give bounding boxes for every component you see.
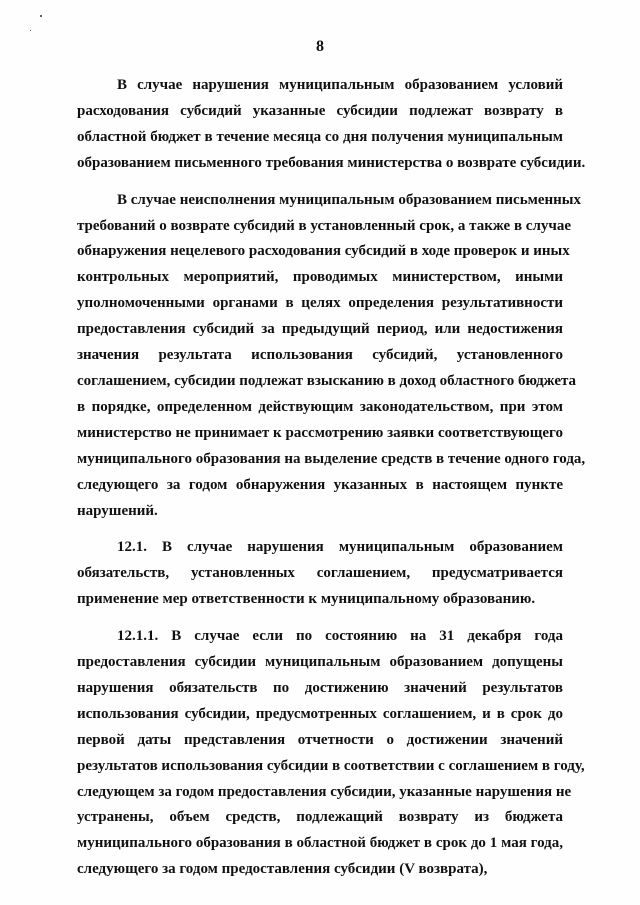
text-line: требований о возврате субсидий в установленный срок, а также в случае [77, 217, 571, 234]
text-line: значения результата использования субсидий, установленного [77, 347, 563, 364]
scan-speck [30, 30, 31, 31]
paragraph [77, 73, 586, 177]
text-line: В случае неисполнения муниципальным образованием письменных [117, 191, 582, 208]
text-line: В случае нарушения муниципальным образованием условий [117, 77, 563, 93]
text-line: обязательств, установленных соглашением, предусматривается [77, 565, 563, 582]
paragraph [77, 188, 586, 525]
text-line: расходования субсидий указанные субсидии подлежат возврату в [77, 102, 563, 119]
text-line: первой даты представления отчетности о достижении значений [77, 731, 563, 748]
page-number: 8 [316, 38, 324, 55]
text-line: предоставления субсидий за предыдущий период, или недостижения [77, 321, 563, 338]
text-line: областной бюджет в течение месяца со дня получения муниципальным [77, 128, 563, 145]
text-line: образованием письменного требования министерства о возврате субсидии. [77, 154, 586, 171]
text-line: нарушения обязательств по достижению значений результатов [77, 679, 563, 696]
text-line: нарушений. [77, 502, 158, 519]
scan-speck [40, 15, 42, 17]
text-line: устранены, объем средств, подлежащий возврату из бюджета [77, 809, 563, 826]
text-line: соглашением, субсидии подлежат взысканию в доход областного бюджета [77, 372, 577, 389]
text-line: уполномоченными органами в целях определения результативности [77, 295, 563, 312]
text-line: в порядке, определенном действующим законодательством, при этом [77, 398, 563, 415]
text-line: следующего за годом предоставления субсидии (V возврата), [77, 861, 488, 878]
text-line: предоставления субсидии муниципальным образованием допущены [77, 654, 563, 671]
text-line: применение мер ответственности к муниципальному образованию. [77, 591, 536, 608]
paragraph [77, 535, 563, 613]
document-body [77, 73, 586, 894]
text-line: муниципального образования на выделение средств в течение одного года, [77, 450, 586, 467]
text-line: министерство не принимает к рассмотрению заявки соответствующего [77, 424, 563, 441]
text-line: 12.1.1. В случае если по состоянию на 31 декабря года [117, 628, 563, 645]
text-line: контрольных мероприятий, проводимых министерством, иными [77, 269, 563, 286]
text-line: использования субсидии, предусмотренных соглашением, и в срок до [77, 705, 563, 722]
text-line: 12.1. В случае нарушения муниципальным образованием [117, 539, 563, 556]
text-line: муниципального образования в областной бюджет в срок до 1 мая года, [77, 835, 563, 852]
text-line: обнаружения нецелевого расходования субсидий в ходе проверок и иных [77, 243, 570, 260]
text-line: результатов использования субсидии в соответствии с соглашением в году, [77, 757, 585, 774]
text-line: следующем за годом предоставления субсидии, указанные нарушения не [77, 783, 572, 800]
text-line: следующего за годом обнаружения указанных в настоящем пункте [77, 476, 563, 493]
paragraph [77, 624, 585, 883]
